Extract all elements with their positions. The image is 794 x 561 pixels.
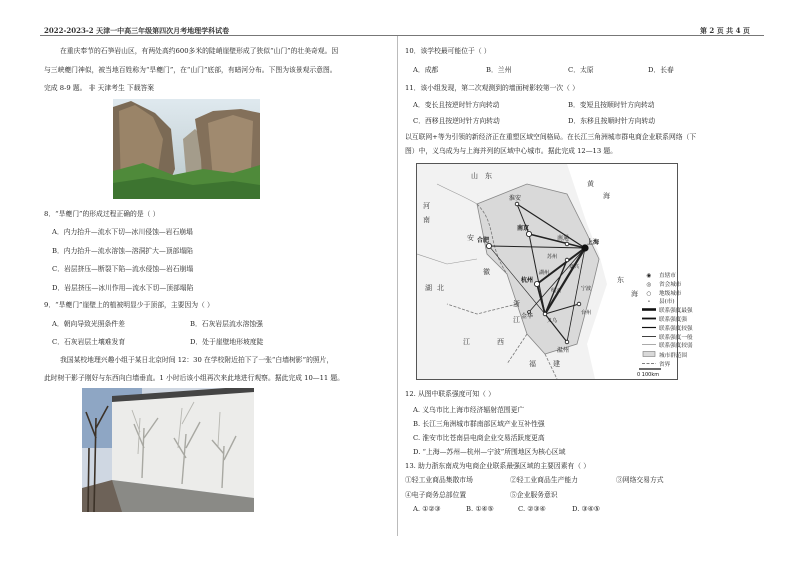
map-label-nan: 南: [423, 216, 430, 224]
map-label-hui: 徽: [483, 268, 490, 276]
map-city-ningbo: 宁波: [581, 286, 592, 292]
intro-line-1: 在重庆奉节的石笋岩山区，有两处高约600多米的陡峭崖壁形成了狭似“山门”的壮美奇观。因: [60, 47, 339, 55]
q9-stem: 9．“旱夔门”崖壁上的植被明显少于顶部，主要因为（ ）: [44, 301, 214, 309]
map-label-he: 河: [423, 202, 430, 210]
column-divider: [397, 36, 398, 536]
intro2-line-2: 此时树干影子刚好与东西向白墙垂直。1 小时后该小组再次来此地进行观察。据此完成 10—11 题。: [44, 374, 344, 382]
q8-option-c: C．岩层挤压—断裂下陷—流水侵蚀—岩石崩塌: [52, 265, 194, 273]
q8-stem: 8．“旱夔门”的形成过程正确的是（ ）: [44, 210, 160, 218]
wall-shadow-photo: [82, 388, 254, 512]
canyon-photo: [113, 99, 260, 199]
q13-stem: 13. 助力浙东南成为电商企业联系最强区域的主要因素有（ ）: [405, 462, 591, 470]
q11-stem: 11．该小组发现，第二次观测到的墙面树影较第一次（ ）: [405, 84, 579, 92]
map-city-huzhou: 湖州: [539, 270, 550, 276]
legend-symbol-strongest: [642, 307, 656, 316]
q10-option-a: A．成都: [413, 66, 439, 74]
q13-item-3: ③网络交易方式: [616, 476, 664, 484]
map-label-fu: 福: [529, 360, 536, 368]
q10-stem: 10．该学校最可能位于（ ）: [405, 47, 491, 55]
legend-symbol-average: [642, 334, 656, 343]
legend-fairly-strong: 联系强度较强: [659, 325, 693, 332]
map-city-suzhou: 苏州: [547, 254, 558, 260]
map-label-hai: 海: [603, 192, 610, 200]
q11-option-d: D．东移且按顺时针方向转动: [568, 117, 656, 125]
q11-option-b: B．变短且按顺时针方向转动: [568, 101, 655, 109]
q13-option-d: D. ③④⑤: [572, 505, 600, 513]
intro2-line-1: 我国某校地理兴趣小组于某日北京时间 12：30 在学校附近拍下了一张“白墙树影”的照片，: [60, 356, 334, 364]
legend-symbol-fairly-strong: [642, 325, 656, 334]
q10-option-d: D．长春: [648, 66, 674, 74]
map-label-dong2: 东: [617, 276, 624, 284]
legend-symbol-weak: [642, 342, 656, 351]
intro3-line-1: 以互联网+等为引领的新经济正在重塑区域空间格局。在长江三角洲城市群电商企业联系网络（下: [405, 133, 697, 141]
q12-option-d: D. “上海—苏州—杭州—宁波”所围地区为核心区域: [413, 448, 566, 456]
intro-line-2: 与三峡夔门神似，被当地百姓称为“旱夔门”，在“山门”底部，有暗河分布。下图为该景观示意图。: [44, 66, 337, 74]
legend-border: 省界: [659, 361, 671, 368]
q9-option-a: A．朝向导致光照条件差: [52, 320, 125, 328]
map-legend: [642, 272, 702, 370]
q10-option-c: C．太原: [568, 66, 594, 74]
header-rule: [40, 35, 764, 36]
legend-county: 县(市): [659, 299, 675, 306]
q13-option-a: A. ①②③: [413, 505, 441, 513]
legend-symbol-strong: [642, 316, 656, 325]
q11-option-c: C．西移且按逆时针方向转动: [413, 117, 500, 125]
legend-symbol-prefecture: ○: [646, 290, 652, 297]
legend-weak: 联系强度较弱: [659, 343, 693, 350]
map-label-jiang: 江: [463, 338, 470, 346]
map-city-hefei: 合肥: [477, 237, 490, 244]
q11-option-a: A．变长且按逆时针方向转动: [413, 101, 500, 109]
map-label-bei: 北: [437, 284, 444, 292]
map-city-nantong: 南通: [557, 235, 570, 242]
map-city-huaian: 淮安: [509, 195, 522, 202]
q9-option-b: B．石灰岩层流水溶蚀强: [190, 320, 263, 328]
map-city-shanghai: 上海: [587, 239, 600, 246]
map-city-taizhou: 台州: [581, 310, 592, 316]
q12-option-a: A. 义乌市比上海市经济辐射范围更广: [413, 406, 525, 414]
map-city-yiwu: 义乌: [547, 318, 558, 324]
legend-average: 联系强度一般: [659, 334, 693, 341]
legend-municipality: 直辖市: [659, 273, 676, 279]
q13-option-b: B. ①④⑤: [466, 505, 494, 513]
page-number: 第 2 页 共 4 页: [700, 26, 750, 35]
legend-symbol-municipality: ◉: [646, 273, 652, 279]
map-label-huang: 黄: [587, 180, 594, 188]
header-title: 2022-2023-2 天津一中高三年级第四次月考地理学科试卷: [44, 26, 230, 35]
legend-capital: 省会城市: [659, 281, 682, 288]
map-city-jiaxing: 嘉兴: [569, 264, 580, 270]
intro3-line-2: 图）中，义乌成为与上海并列的区域中心城市。据此完成 12—13 题。: [405, 147, 617, 155]
q8-option-a: A．内力抬升—流水下切—冰川侵蚀—岩石崩塌: [52, 228, 193, 236]
legend-cluster: 城市群范围: [659, 352, 687, 359]
map-city-jinhua: 金华: [521, 313, 534, 320]
map-label-shandong: 山: [471, 172, 478, 180]
map-label-an: 安: [467, 234, 474, 242]
map-label-jiang2: 江: [513, 316, 520, 324]
map-label-hai2: 海: [631, 290, 638, 298]
legend-prefecture: 地级城市: [659, 290, 682, 297]
q12-stem: 12. 从图中联系强度可知（ ）: [405, 390, 495, 398]
map-city-hangzhou: 杭州: [521, 277, 534, 284]
map-city-nanjing: 南京: [517, 225, 530, 232]
q12-option-c: C. 淮安市比苍南县电商企业交易活跃度更高: [413, 434, 545, 442]
q13-item-5: ⑤企业服务意识: [510, 491, 558, 499]
legend-strongest: 联系强度最强: [659, 308, 693, 315]
map-label-xi: 西: [497, 338, 504, 346]
map-label-hu: 湖: [425, 284, 432, 292]
map-label-jian: 建: [553, 360, 560, 368]
legend-symbol-cluster: [642, 351, 656, 361]
q9-option-d: D．处于崖壁地形坡度陡: [190, 338, 264, 346]
map-scale: 0 100km: [637, 372, 660, 378]
legend-symbol-capital: ◎: [646, 281, 652, 288]
q8-option-d: D．岩层挤压—冰川作用—流水下切—顶部塌陷: [52, 284, 194, 292]
q9-option-c: C．石灰岩层土壤难发育: [52, 338, 126, 346]
yangtze-delta-map: [416, 163, 678, 380]
legend-symbol-border: [642, 361, 656, 370]
legend-strong: 联系强度强: [659, 316, 687, 323]
legend-symbol-county: ∘: [647, 299, 651, 306]
q13-item-1: ①轻工业商品集散市场: [405, 476, 473, 484]
map-city-wenzhou: 温州: [557, 347, 570, 354]
q13-item-2: ②轻工业商品生产能力: [510, 476, 578, 484]
q12-option-b: B. 长江三角洲城市群南部区域产业互补性强: [413, 420, 545, 428]
q10-option-b: B．兰州: [486, 66, 512, 74]
q8-option-b: B．内力抬升—流水溶蚀—溶洞扩大—顶部塌陷: [52, 247, 193, 255]
map-label-zhe: 浙: [513, 300, 520, 308]
map-city-shaoxing: 绍兴: [551, 288, 562, 294]
intro-line-3: 完成 8-9 题。 非 天津考生 下载答案: [44, 84, 155, 92]
q13-option-c: C. ②③④: [518, 505, 546, 513]
map-label-dong: 东: [485, 172, 492, 180]
q13-item-4: ④电子商务总部位置: [405, 491, 467, 499]
